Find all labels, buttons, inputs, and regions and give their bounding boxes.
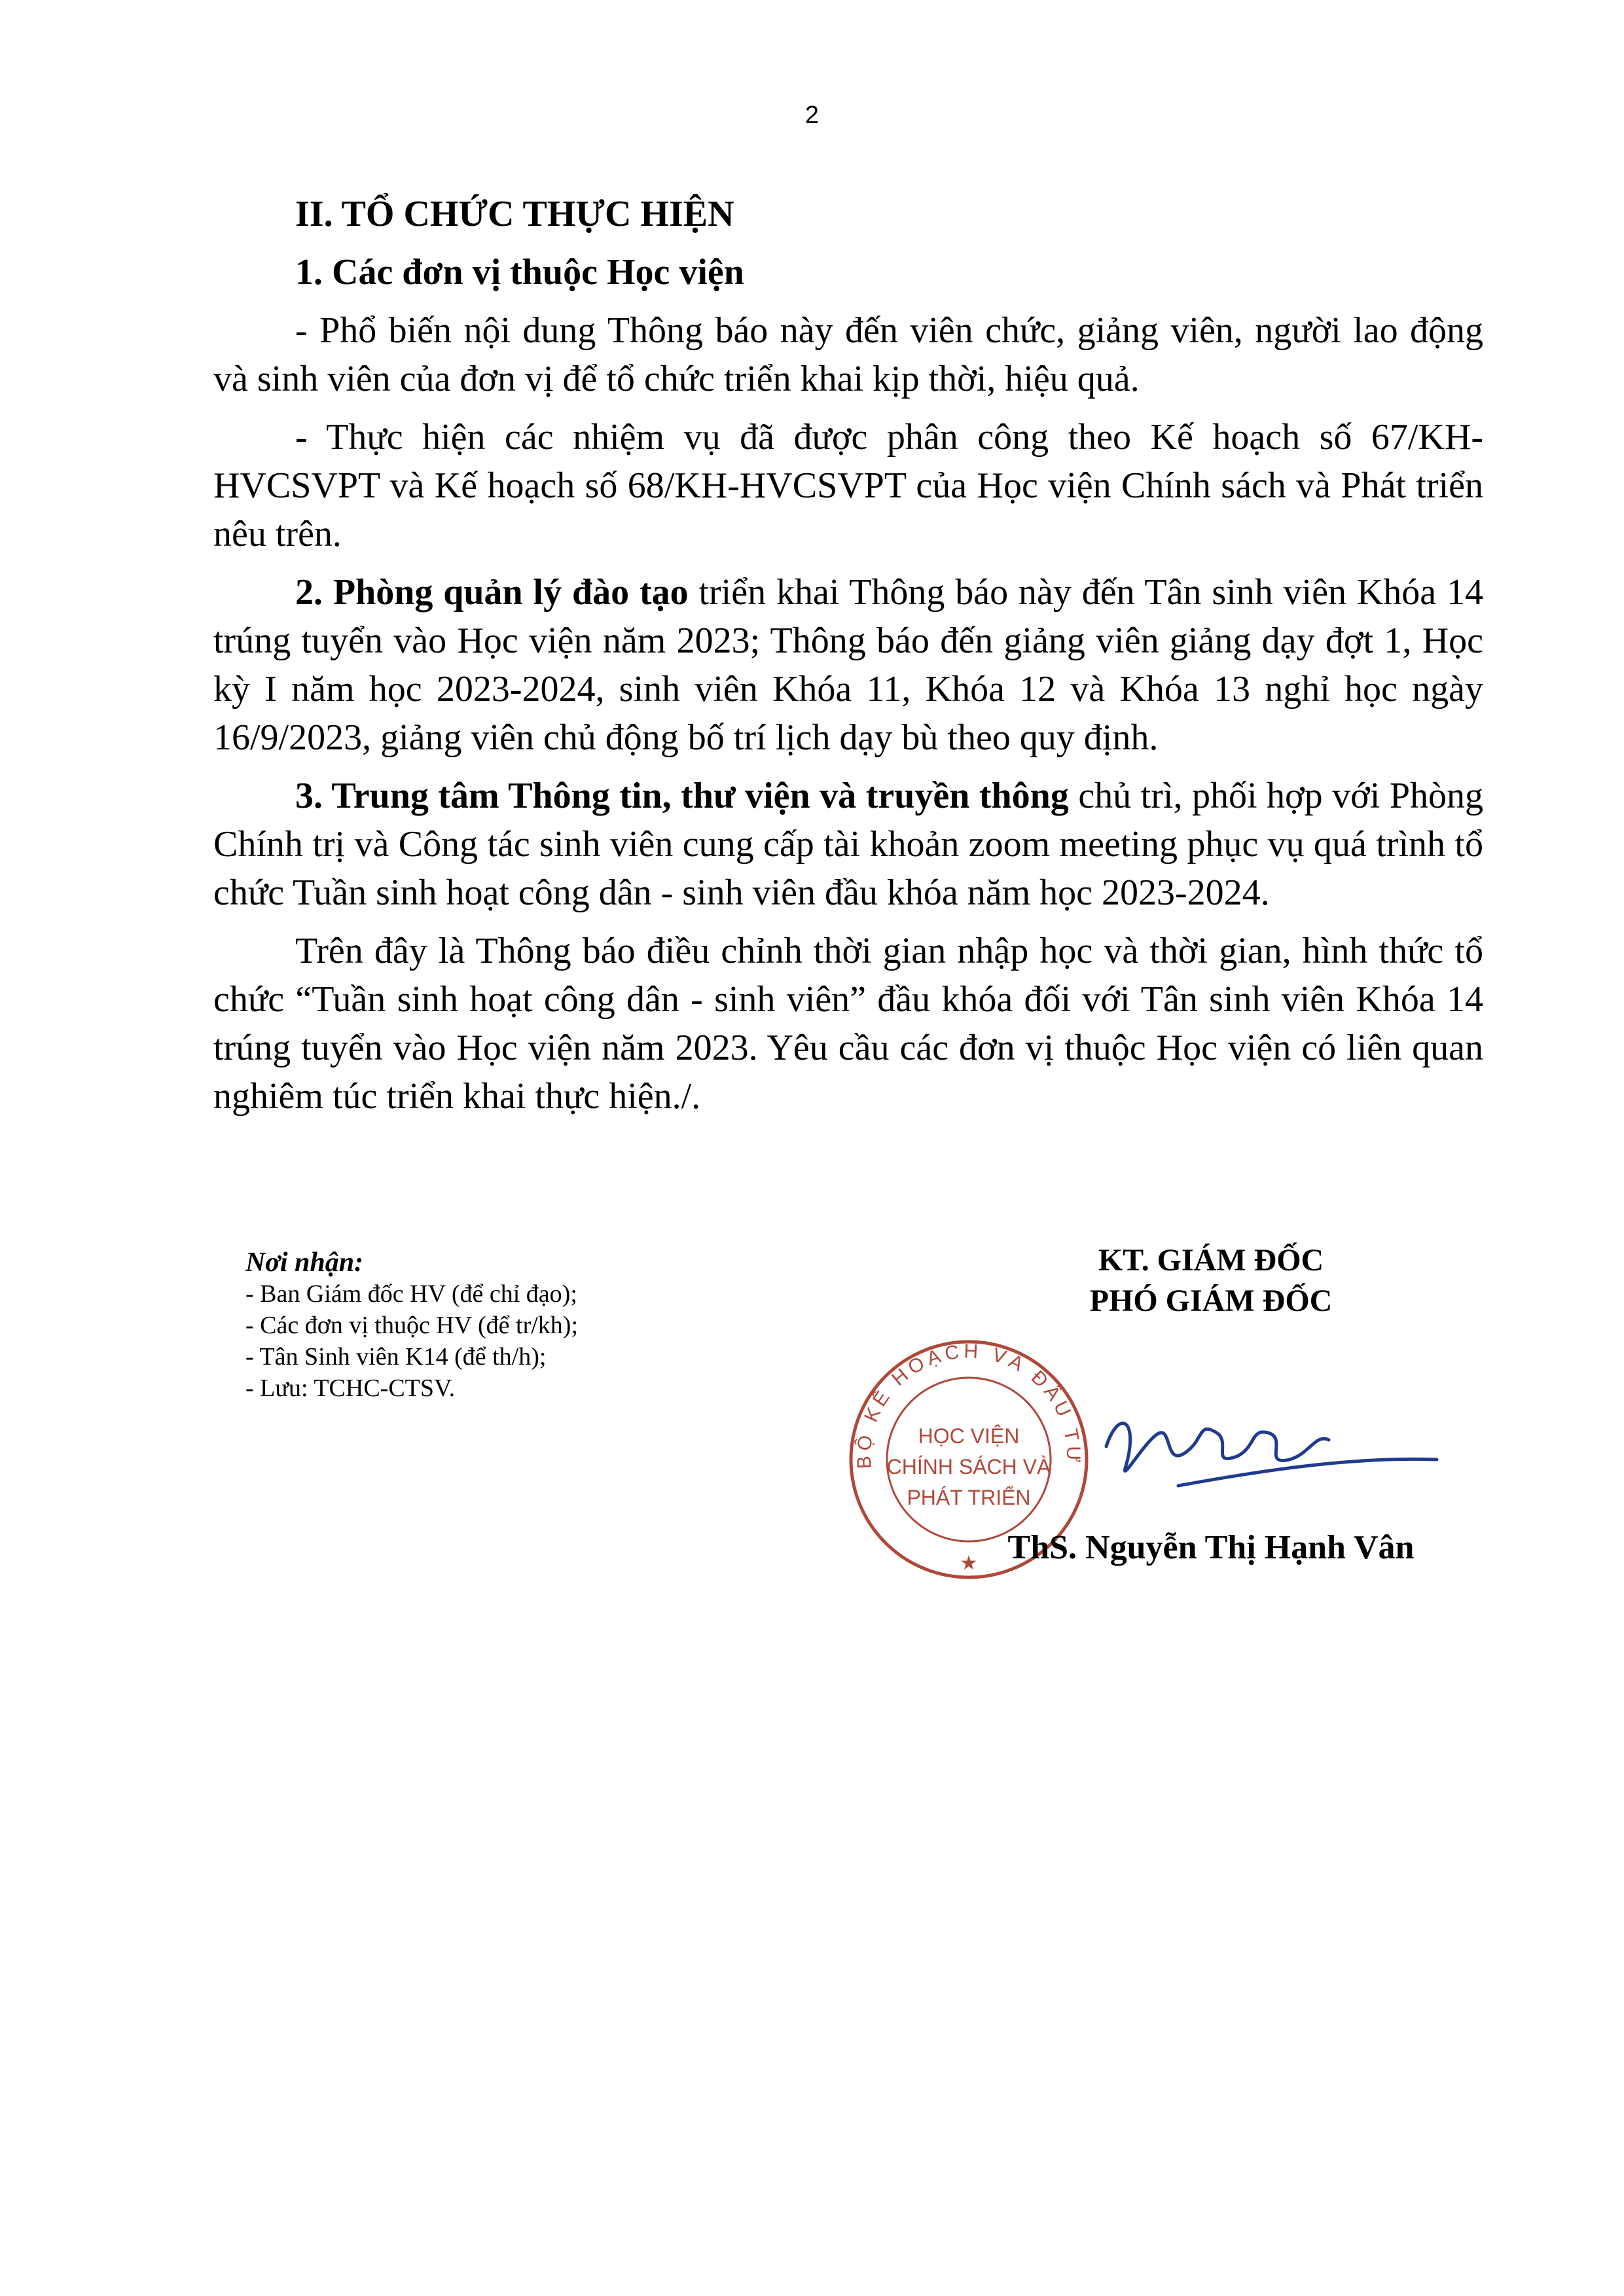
seal-ring-text: BỘ KẾ HOẠCH VÀ ĐẦU TƯ [853, 1340, 1085, 1469]
recipient-item: - Các đơn vị thuộc HV (để tr/kh); [245, 1312, 579, 1339]
page-number: 2 [804, 101, 820, 129]
recipients-block [245, 1247, 578, 1404]
recipients-title: Nơi nhận: [245, 1247, 364, 1278]
subsection-3-title: 3. Trung tâm Thông tin, thư viện và truyền thông [295, 776, 1069, 816]
official-seal [841, 1302, 1096, 1617]
handwritten-signature [1100, 1394, 1440, 1499]
subsection-2-text: triển khai Thông báo này đến Tân sinh viên Khóa 14 trúng tuyển vào Học viện năm 2023; Thông báo đến giảng viên giảng dạy đợt 1, Học kỳ I năm học 2023-2024, sinh viên Khóa 11, Khóa 12 và Khóa 13 nghỉ học ngày 16/9/2023, giảng viên chủ động bố trí lịch dạy bù theo quy định. [213, 572, 1483, 758]
subsection-1-title: 1. Các đơn vị thuộc Học viện [295, 252, 744, 293]
signer-name: ThS. Nguyễn Thị Hạnh Vân [1007, 1529, 1415, 1566]
subsection-2-paragraph [213, 568, 1483, 762]
subsection-3-paragraph [213, 772, 1483, 917]
signature-title-line-2: PHÓ GIÁM ĐỐC [1089, 1283, 1333, 1318]
recipient-item: - Tân Sinh viên K14 (để th/h); [245, 1343, 547, 1371]
seal-line-1: HỌC VIỆN [918, 1424, 1020, 1448]
recipient-item: - Ban Giám đốc HV (để chỉ đạo); [245, 1280, 577, 1308]
section-title: II. TỔ CHỨC THỰC HIỆN [295, 194, 734, 234]
subsection-1-item-1: - Phổ biến nội dung Thông báo này đến viên chức, giảng viên, người lao động và sinh viên của đơn vị để tổ chức triển khai kịp thời, hiệu quả. [213, 310, 1483, 399]
signature-title-line-1: KT. GIÁM ĐỐC [1098, 1243, 1324, 1278]
subsection-3-text: chủ trì, phối hợp với Phòng Chính trị và Công tác sinh viên cung cấp tài khoản zoom meeting phục vụ quá trình tổ chức Tuần sinh hoạt công dân - sinh viên đầu khóa năm học 2023-2024. [213, 776, 1483, 913]
recipient-item: - Lưu: TCHC-CTSV. [245, 1374, 456, 1402]
seal-star-icon: ★ [960, 1552, 978, 1574]
seal-line-3: PHÁT TRIỂN [907, 1486, 1031, 1509]
subsection-2-title: 2. Phòng quản lý đào tạo [295, 572, 689, 613]
closing-paragraph: Trên đây là Thông báo điều chỉnh thời gian nhập học và thời gian, hình thức tổ chức “Tuần sinh hoạt công dân - sinh viên” đầu khóa đối với Tân sinh viên Khóa 14 trúng tuyển vào Học viện năm 2023. Yêu cầu các đơn vị thuộc Học viện có liên quan nghiêm túc triển khai thực hiện./. [213, 931, 1483, 1117]
subsection-1-item-2: - Thực hiện các nhiệm vụ đã được phân công theo Kế hoạch số 67/KH-HVCSVPT và Kế hoạch số 68/KH-HVCSVPT của Học viện Chính sách và Phát triển nêu trên. [213, 417, 1483, 554]
recipients-list [245, 1278, 578, 1404]
document-body [213, 190, 1483, 1130]
seal-line-2: CHÍNH SÁCH VÀ [886, 1455, 1051, 1479]
